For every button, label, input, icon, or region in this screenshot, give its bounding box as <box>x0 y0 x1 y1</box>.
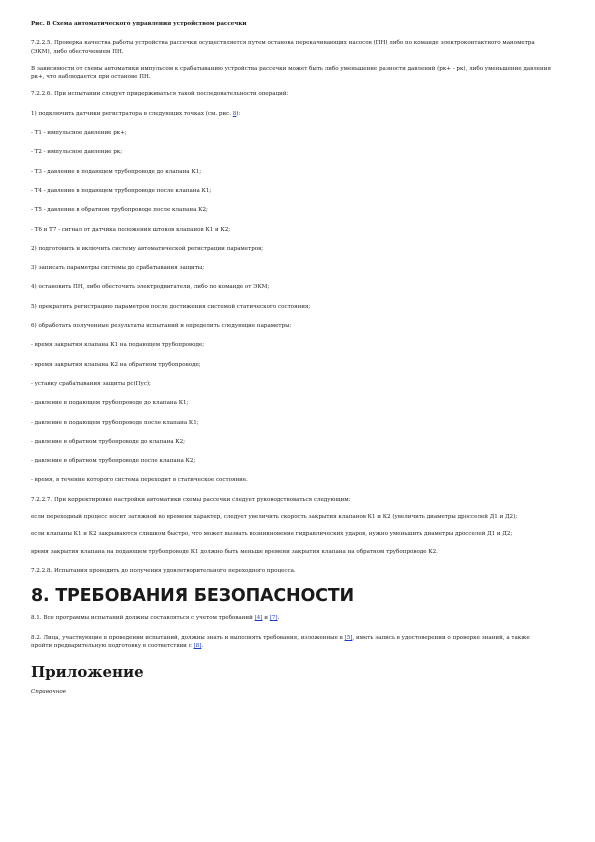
paragraph-dependency: В зависимости от схемы автоматики импульсом к срабатыванию устройства рассечки может быть либо уменьшение разности давлений (pк+ - pк), либо уменьшение давления pк+, что наблюдается при останове ПН. <box>31 65 551 81</box>
paragraph-close-time: время закрытия клапана на подающем трубопроводе К1 должно быть меньше времени закрытия клапана на обратном трубопроводе К2. <box>31 548 438 555</box>
list-item: - Т5 - давление в обратном трубопроводе после клапана К2; <box>31 207 208 214</box>
step-2: 2) подготовить и включить систему автоматической регистрации параметров; <box>31 245 264 252</box>
reference-4-link[interactable]: [4] <box>254 615 263 622</box>
step-1-suffix: ): <box>236 110 241 117</box>
list-item: - Т1 - импульсное давление pк+; <box>31 130 127 137</box>
paragraph-81-text: 8.1. Все программы испытаний должны составляться с учетом требований <box>31 615 255 622</box>
step-3: 3) записать параметры системы до срабатывания защиты; <box>31 265 205 272</box>
document-page <box>31 14 571 696</box>
step-6: 6) обработать полученные результаты испытаний и определить следующие параметры: <box>31 323 292 330</box>
list-item: - уставку срабатывания защиты pс(Пус); <box>31 380 151 387</box>
list-item: - давление в подающем трубопроводе после клапана К1; <box>31 419 199 426</box>
paragraph-if-fast-close: если клапаны К1 и К2 закрываются слишком быстро, что может вызвать возникновение гидравлических ударов, нужно уменьшить диаметры дросселей Д1 и Д2; <box>31 531 513 538</box>
paragraph-7226: 7.2.2.6. При испытании следует придерживаться такой последовательности операций: <box>31 91 289 98</box>
list-item: - давление в обратном трубопроводе после клапана К2; <box>31 458 196 465</box>
paragraph-82-end: . <box>201 642 204 649</box>
list-item: - Т4 - давление в подающем трубопроводе после клапана К1; <box>31 187 212 194</box>
list-item: - Т6 и Т7 - сигнал от датчика положения штоков клапанов К1 и К2; <box>31 226 231 233</box>
paragraph-81 <box>31 614 571 622</box>
section-heading: 8. ТРЕБОВАНИЯ БЕЗОПАСНОСТИ <box>31 586 354 607</box>
paragraph-81-mid: и <box>262 615 270 622</box>
list-item: - время, в течение которого система переходит в статическое состояние. <box>31 477 248 484</box>
appendix-heading: Приложение <box>31 663 144 682</box>
reference-8-link[interactable]: [8] <box>193 642 202 649</box>
list-item: - давление в обратном трубопроводе до клапана К2; <box>31 438 186 445</box>
step-5: 5) прекратить регистрацию параметров после достижения системой статического состояния; <box>31 303 311 310</box>
paragraph-82-mid: , иметь запись в удостоверении о проверке знаний, а также пройти предварительную подготовку в соответствии с <box>31 634 530 649</box>
list-item: - Т3 - давление в подающем трубопроводе до клапана К1; <box>31 168 202 175</box>
step-1-text: 1) подключить датчики регистратора в следующих точках (см. рис. <box>31 110 233 117</box>
step-4: 4) остановить ПН, либо обесточить электродвигатели, либо по команде от ЭКМ; <box>31 284 270 291</box>
measurement-points-list <box>31 129 571 234</box>
paragraph-7225: 7.2.2.5. Проверка качества работы устройства рассечки осуществляется путем останова перекачивающих насосов (ПН) либо по команде электроконтактного манометра (ЭКМ), либо обесточением ПН. <box>31 40 535 55</box>
list-item: - Т2 - импульсное давление pк; <box>31 149 123 156</box>
list-item: - время закрытия клапана К1 на подающем трубопроводе; <box>31 342 205 349</box>
paragraph-7228: 7.2.2.8. Испытания проводить до получения удовлетворительного переходного процесса. <box>31 567 296 574</box>
result-parameters-list <box>31 341 571 484</box>
figure-8-link[interactable]: 8 <box>232 110 237 117</box>
paragraph-7227: 7.2.2.7. При корректировке настройки автоматики схемы рассечки следует руководствоваться следующим: <box>31 496 351 503</box>
step-1 <box>31 110 571 118</box>
list-item: - давление в подающем трубопроводе до клапана К1; <box>31 400 189 407</box>
reference-7-link[interactable]: [7] <box>269 615 278 622</box>
appendix-note: Справочное <box>31 689 67 696</box>
paragraph-82 <box>31 634 551 651</box>
figure-caption: Рис. 8 Схема автоматического управления устройством рассечки <box>31 21 247 27</box>
paragraph-if-long-process: если переходный процесс носит затяжной во времени характер, следует увеличить скорость закрытия клапанов К1 и К2 (увеличить диаметры дросселей Д1 и Д2); <box>31 514 518 521</box>
paragraph-82-text: 8.2. Лица, участвующие в проведении испытаний, должны знать и выполнять требования, изложенные в <box>31 634 345 641</box>
list-item: - время закрытия клапана К2 на обратном трубопроводе; <box>31 361 201 368</box>
reference-5-link[interactable]: [5] <box>344 634 353 641</box>
paragraph-81-end: . <box>277 615 280 622</box>
